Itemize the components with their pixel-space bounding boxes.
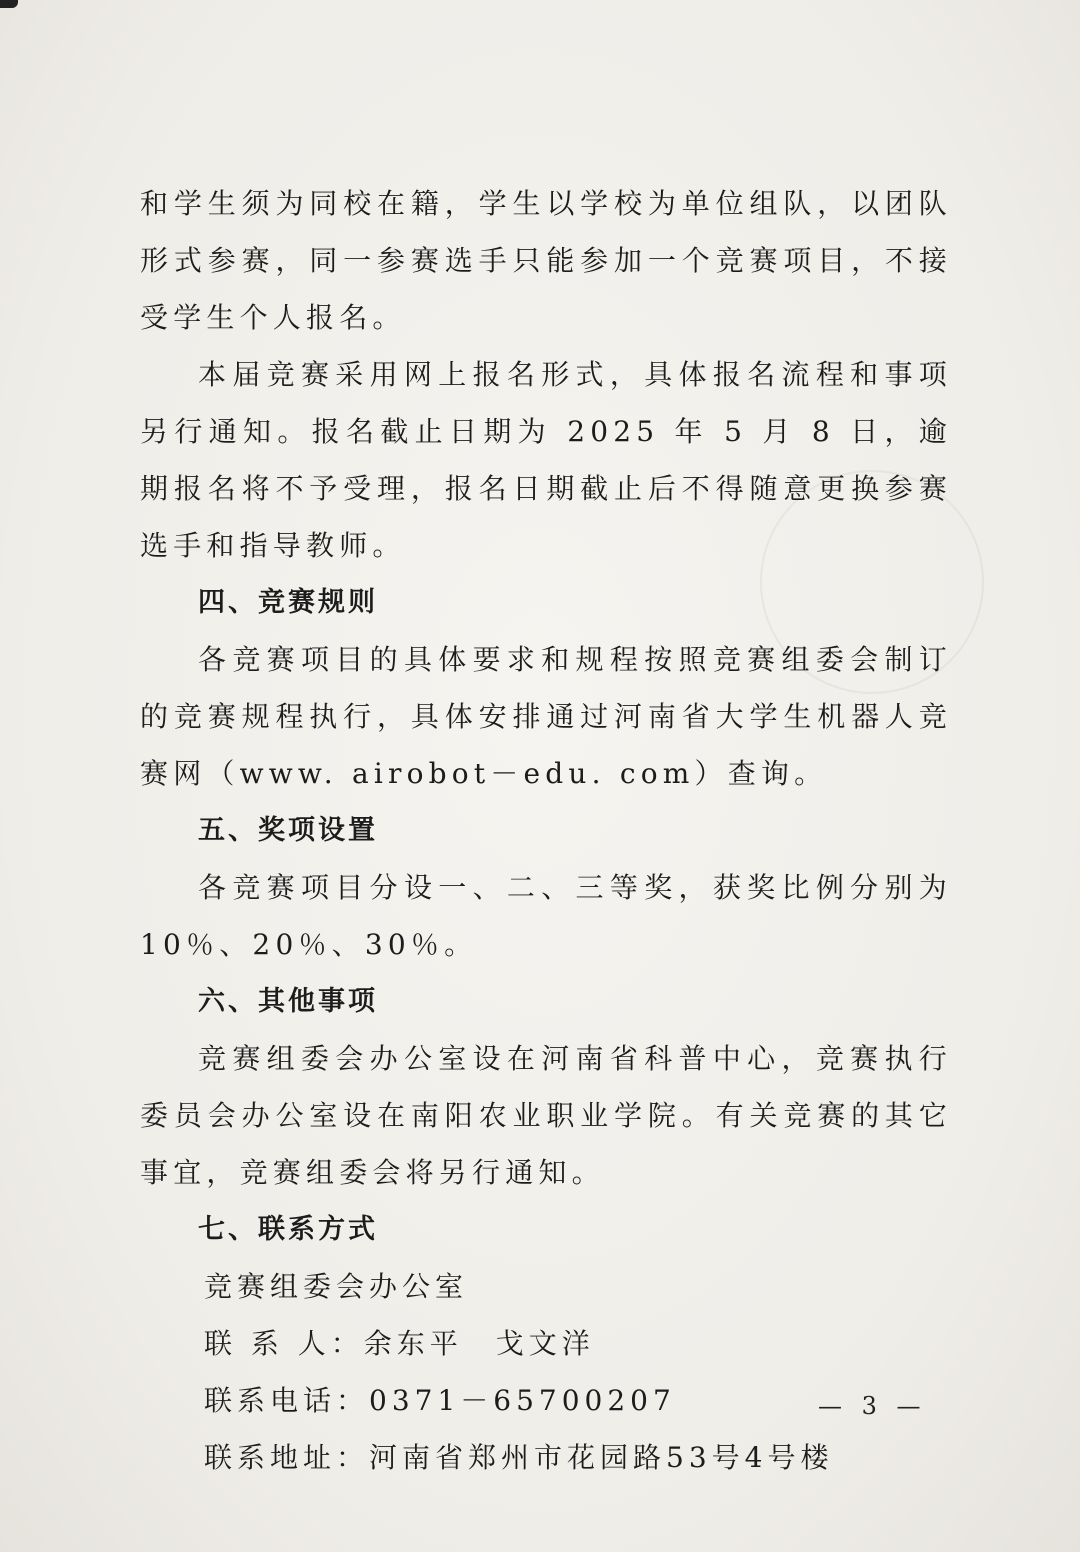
contact-person: 联 系 人：余东平 戈文洋: [204, 1327, 595, 1360]
contact-office: 竞赛组委会办公室: [204, 1270, 469, 1303]
section-heading-awards: 五、奖项设置: [198, 815, 378, 846]
section-heading-contact: 七、联系方式: [198, 1214, 378, 1245]
section-heading-other: 六、其他事项: [198, 986, 378, 1017]
paragraph-awards: 各竞赛项目分设一、二、三等奖，获奖比例分别为 10％、20％、30％。: [140, 871, 952, 961]
paragraph-eligibility: 和学生须为同校在籍，学生以学校为单位组队，以团队形式参赛，同一参赛选手只能参加一个竞赛项目，不接受学生个人报名。: [140, 187, 952, 334]
paragraph-rules: 各竞赛项目的具体要求和规程按照竞赛组委会制订的竞赛规程执行，具体安排通过河南省大学生机器人竞赛网（www. airobot－edu. com）查询。: [140, 643, 952, 790]
contact-phone: 联系电话：0371－65700207: [204, 1384, 676, 1417]
page-number: — 3 —: [818, 1392, 927, 1420]
paragraph-other: 竞赛组委会办公室设在河南省科普中心，竞赛执行委员会办公室设在南阳农业职业学院。有关竞赛的其它事宜，竞赛组委会将另行通知。: [140, 1042, 952, 1189]
paragraph-registration: 本届竞赛采用网上报名形式，具体报名流程和事项另行通知。报名截止日期为 2025 年 5 月 8 日，逾期报名将不予受理，报名日期截止后不得随意更换参赛选手和指导教师。: [140, 358, 952, 562]
document-body: [140, 175, 952, 1486]
scan-corner-mark: [0, 0, 18, 8]
section-heading-rules: 四、竞赛规则: [198, 587, 378, 618]
contact-address: 联系地址：河南省郑州市花园路53号4号楼: [204, 1441, 834, 1474]
